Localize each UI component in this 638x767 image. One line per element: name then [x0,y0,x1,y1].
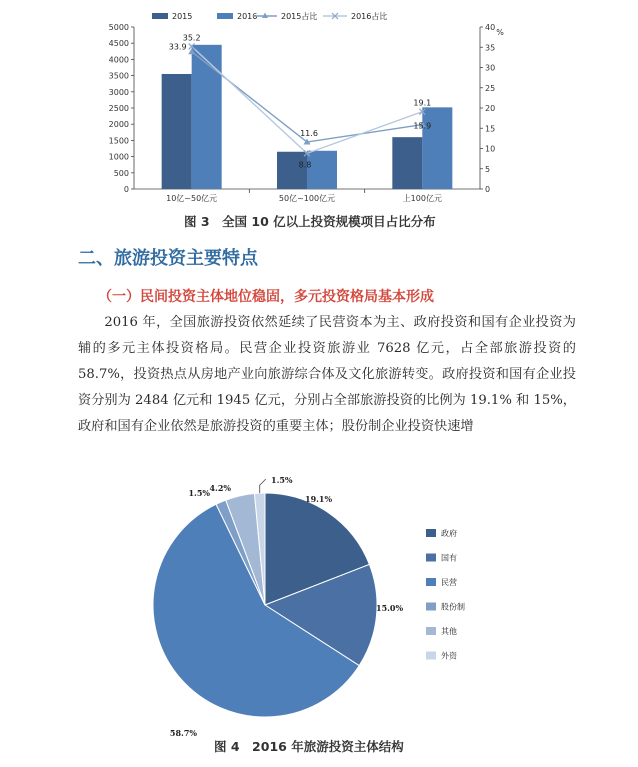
legend-label-2016占比: 2016占比 [351,12,388,21]
pie-value-label: 19.1% [305,494,333,504]
left-tick-label: 0 [123,185,129,194]
legend-swatch-民营 [426,578,436,586]
right-tick-label: 25 [485,83,496,93]
legend-swatch-政府 [426,529,436,537]
legend-label-2016: 2016 [237,12,258,21]
left-tick-label: 3500 [108,71,129,81]
right-tick-label: 30 [485,63,496,73]
left-tick-label: 500 [113,168,129,178]
legend-label-其他: 其他 [441,627,457,636]
right-tick-label: 40 [485,23,496,32]
legend-swatch-其他 [426,627,436,635]
pie-value-label: 58.7% [169,728,197,738]
subsection-heading: （一）民间投资主体地位稳固，多元投资格局基本形成 [98,289,434,305]
legend-label-股份制: 股份制 [441,602,465,612]
left-tick-label: 4000 [108,55,129,65]
data-label: 11.6 [300,129,318,139]
legend-swatch-国有 [426,554,436,562]
category-label: 上100亿元 [402,194,442,203]
body-paragraph: 2016 年，全国旅游投资依然延续了民营资本为主、政府投资和国有企业投资为辅的多元主体投资格局。民营企业投资旅游业 7628 亿元，占全部旅游投资的 58.7%，投资热点从房地产业向旅游综合体及文化旅游转变。政府投资和国有企业投资分别为 2484 亿元和 1945 亿元，分别占全部旅游投资的比例为 19.1% 和 15%，政府和国有企业依然是旅游投资的重要主体；股份制企业投资快速增 [78,315,576,434]
section-heading: 二、旅游投资主要特点 [78,248,258,269]
data-label: 33.9 [168,42,187,52]
left-tick-label: 1000 [108,152,129,162]
right-tick-label: 0 [485,185,491,194]
data-label: 19.1 [413,98,432,108]
legend-label-民营: 民营 [441,578,457,587]
figure4-caption: 图 4 2016 年旅游投资主体结构 [214,739,404,754]
left-tick-label: 2000 [108,120,129,130]
legend-label-2015占比: 2015占比 [281,12,318,21]
legend-swatch-股份制 [426,603,436,611]
pie-value-label: 1.5% [271,475,293,485]
right-tick-label: 20 [485,104,496,113]
right-tick-label: 10 [485,144,496,154]
pie-value-label: 1.5% [188,488,210,498]
legend-label-国有: 国有 [441,553,457,563]
legend-swatch-外资 [426,652,436,660]
left-tick-label: 2500 [108,104,129,113]
category-label: 50亿~100亿元 [278,194,336,203]
pie-leader-line [260,479,266,493]
figure3-caption: 图 3 全国 10 亿以上投资规模项目占比分布 [184,214,436,229]
left-tick-label: 5000 [108,23,129,32]
legend-label-政府: 政府 [441,529,457,538]
pie-value-label: 15.0% [376,603,404,613]
category-label: 10亿~50亿元 [166,194,218,203]
left-tick-label: 1500 [108,136,129,146]
left-tick-label: 3000 [108,87,129,97]
pie-value-label: 4.2% [209,483,231,493]
left-tick-label: 4500 [108,39,129,49]
legend-label-2015: 2015 [172,12,193,21]
legend-label-外资: 外资 [441,651,457,661]
right-axis-label: % [496,28,504,37]
right-tick-label: 5 [485,164,491,174]
data-label: 15.9 [413,121,432,131]
data-label: 8.8 [298,160,312,170]
right-tick-label: 35 [485,43,496,53]
right-tick-label: 15 [485,124,496,134]
data-label: 35.2 [182,33,201,43]
